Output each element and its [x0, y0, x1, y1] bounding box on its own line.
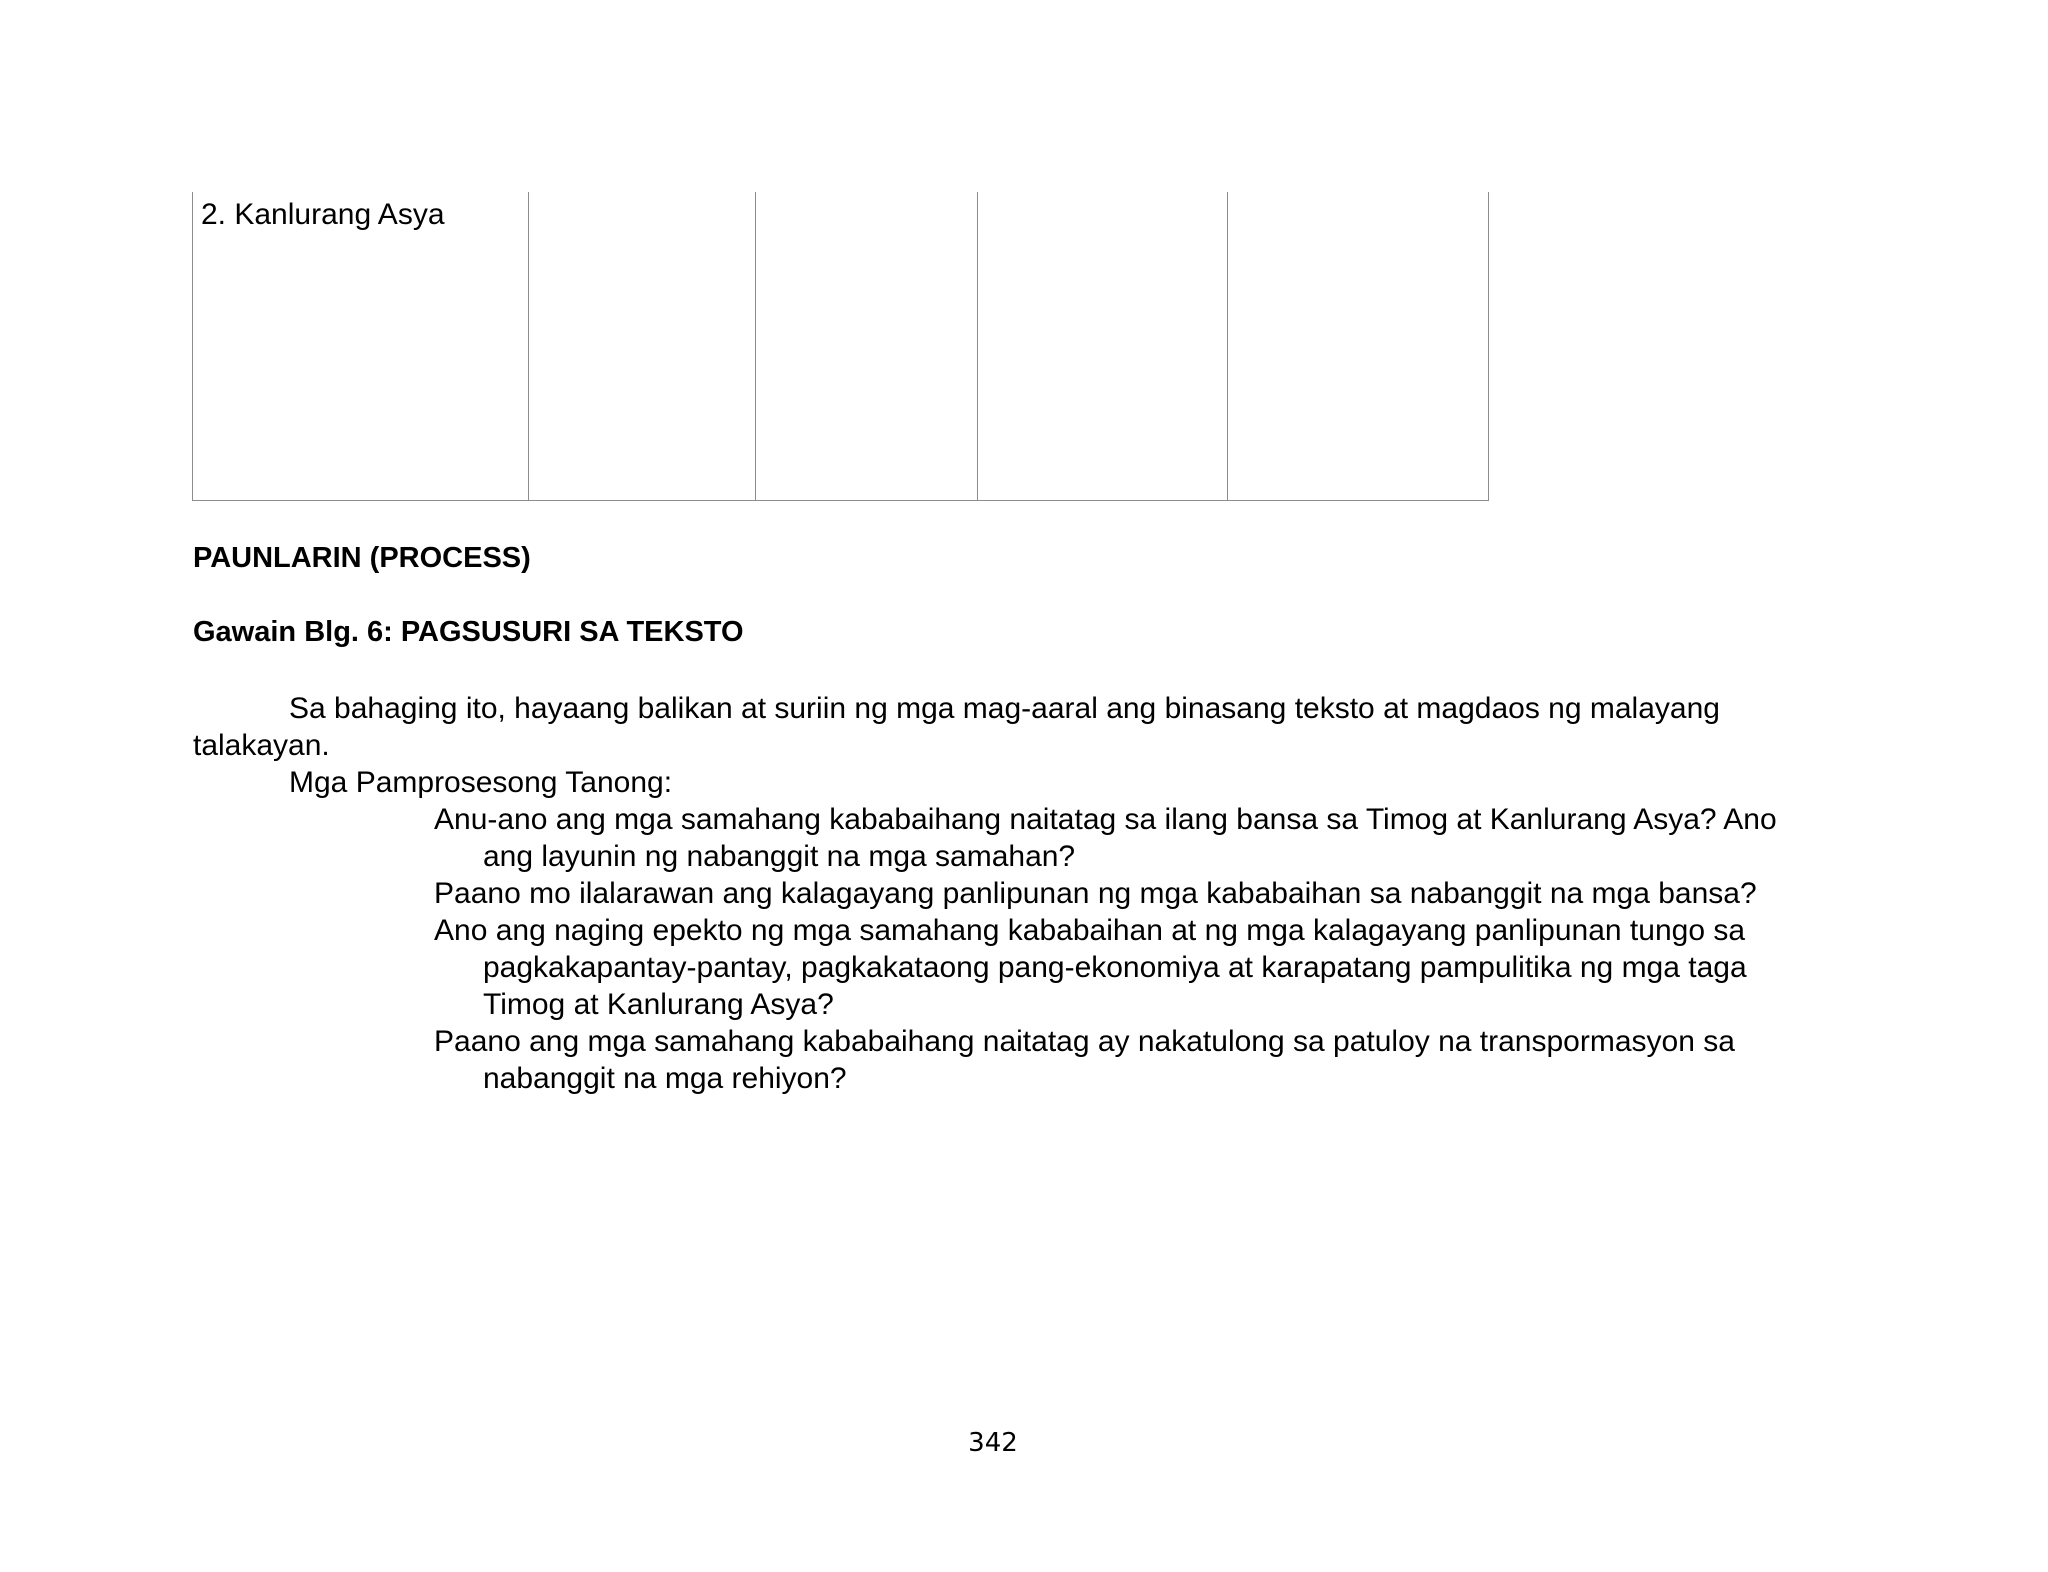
activity-body — [193, 690, 1833, 1097]
table-cell — [978, 192, 1228, 500]
page-number: 342 — [968, 1428, 1018, 1458]
questions-label: Mga Pamprosesong Tanong: — [289, 766, 673, 799]
region-label: 2. Kanlurang Asya — [201, 198, 445, 231]
table-cell — [756, 192, 978, 500]
question-item: Paano mo ilalarawan ang kalagayang panlipunan ng mga kababaihan sa nabanggit na mga bansa? — [434, 877, 1757, 910]
table-cell — [529, 192, 756, 500]
question-item: Paano ang mga samahang kababaihang naitatag ay nakatulong sa patuloy na transpormasyon sa nabanggit na mga rehiyon? — [434, 1025, 1735, 1095]
questions-list — [193, 801, 1833, 1097]
table-row — [193, 192, 1489, 500]
question-item: Anu-ano ang mga samahang kababaihang naitatag sa ilang bansa sa Timog at Kanlurang Asya? Ano ang layunin ng nabanggit na mga samahan? — [434, 803, 1777, 873]
intro-paragraph: Sa bahaging ito, hayaang balikan at suriin ng mga mag-aaral ang binasang teksto at magdaos ng malayang talakayan. — [193, 692, 1720, 762]
table-cell — [1228, 192, 1489, 500]
section-heading: PAUNLARIN (PROCESS) — [193, 542, 531, 574]
question-item: Ano ang naging epekto ng mga samahang kababaihan at ng mga kalagayang panlipunan tungo sa pagkakapantay-pantay, pagkakataong pang-ekonomiya at karapatang pampulitika ng mga taga Timog at Kanlurang Asya? — [434, 914, 1747, 1021]
worksheet-table — [192, 192, 1489, 501]
activity-heading: Gawain Blg. 6: PAGSUSURI SA TEKSTO — [193, 616, 744, 648]
region-cell — [193, 192, 529, 500]
